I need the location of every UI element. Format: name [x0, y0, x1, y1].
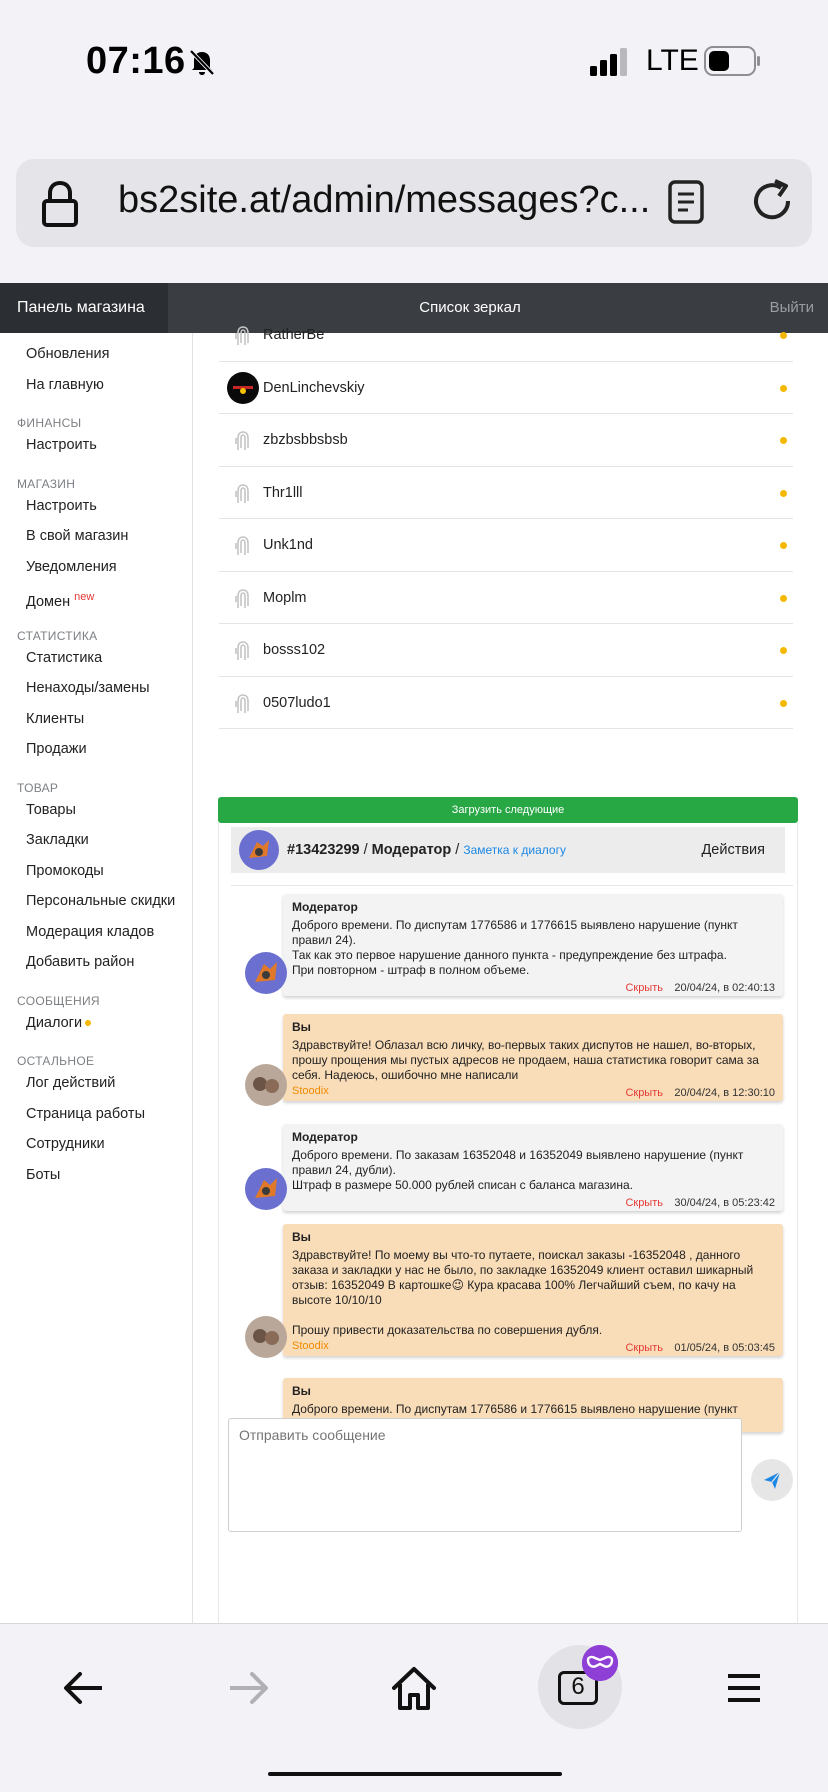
mirrors-link[interactable]: Список зеркал [419, 299, 521, 316]
moderator-avatar [239, 830, 279, 870]
user-avatar [245, 1316, 287, 1358]
tab-count: 6 [571, 1673, 585, 1700]
status-dot [780, 700, 787, 707]
user-row[interactable] [219, 467, 793, 520]
main-content [193, 327, 828, 1623]
sidebar-section-goods: ТОВАР [17, 780, 59, 795]
hamburger-icon[interactable] [716, 1660, 772, 1716]
user-row[interactable] [219, 572, 793, 625]
user-avatar [227, 372, 259, 404]
hide-link[interactable]: Скрыть [625, 982, 663, 994]
message-text: Здравствуйте! По моему вы что-то путаете, поискал заказы -16352048 , данного заказа и закладки у нас не было, по закладке 16352049 клиент оставил шикарный отзыв: 16352049 В картошке😉 Кура красава 100% Легчайший съем, по качу на высоте 10/10/10 Прошу привести доказательства по совершения дубля. [292, 1248, 754, 1337]
dialog-note-link[interactable]: Заметка к диалогу [463, 843, 566, 857]
sidebar-item-dialogs-label: Диалоги [26, 1014, 83, 1031]
signal-icon [590, 48, 630, 76]
unread-dot [85, 1020, 91, 1026]
sidebar-item-my-shop[interactable]: В свой магазин [26, 528, 129, 544]
user-name: Thr1lll [263, 484, 303, 501]
sidebar-item-sales[interactable]: Продажи [26, 741, 87, 757]
sidebar-item-finance-settings[interactable]: Настроить [26, 437, 97, 453]
message-text: Доброго времени. По диспутам 1776586 и 1776615 выявлено нарушение (пункт [292, 1402, 738, 1416]
sidebar-item-notifications[interactable]: Уведомления [26, 558, 117, 575]
message-you [283, 1224, 783, 1356]
logout-link[interactable]: Выйти [769, 299, 814, 316]
title-separator: / [451, 842, 464, 858]
message-text: Доброго времени. По диспутам 1776586 и 1776615 выявлено нарушение (пункт правил 24). Так как это первое нарушение данного пункта - предупреждение без штрафа. При повторном - штраф в полном объеме. [292, 918, 738, 977]
send-button[interactable] [751, 1459, 793, 1501]
sidebar-item-promocodes[interactable]: Промокоды [26, 862, 104, 879]
status-dot [780, 647, 787, 654]
message-text: Доброго времени. По заказам 16352048 и 16352049 выявлено нарушение (пункт правил 24, дубли). Штраф в размере 50.000 рублей списан с баланса магазина. [292, 1148, 744, 1192]
arrow-right-icon[interactable] [220, 1660, 276, 1716]
sidebar-item-domain-label: Домен [26, 593, 71, 610]
message-you [283, 1014, 783, 1101]
message-thread [231, 885, 793, 1416]
sidebar-item-domain[interactable] [26, 582, 192, 613]
message-author: Вы [292, 1020, 311, 1034]
arrow-left-icon[interactable] [56, 1660, 112, 1716]
user-row[interactable] [219, 309, 793, 362]
new-badge: new [74, 591, 95, 603]
bell-slash-icon [186, 46, 218, 78]
message-author: Вы [292, 1384, 311, 1398]
message-date: 30/04/24, в 05:23:42 [674, 1197, 775, 1209]
sidebar-item-staff[interactable]: Сотрудники [26, 1136, 105, 1152]
hide-link[interactable]: Скрыть [625, 1342, 663, 1354]
moderator-avatar [245, 952, 287, 994]
user-name: zbzbsbbsbsb [263, 432, 348, 448]
message-author: Модератор [292, 1130, 358, 1144]
sidebar-item-bots[interactable]: Боты [26, 1166, 61, 1183]
sidebar-item-bookmarks[interactable]: Закладки [26, 832, 89, 848]
user-name: 0507ludo1 [263, 694, 331, 711]
clock: 07:16 [86, 40, 186, 82]
message-moderator [283, 1124, 783, 1211]
fingerprint-icon [227, 687, 259, 719]
sidebar-item-moderation[interactable]: Модерация кладов [26, 923, 155, 940]
status-dot [780, 332, 787, 339]
status-dot [780, 542, 787, 549]
sidebar-item-work-page[interactable]: Страница работы [26, 1105, 145, 1122]
status-dot [780, 490, 787, 497]
load-more-button[interactable]: Загрузить следующие [218, 797, 798, 823]
sidebar-item-clients[interactable]: Клиенты [26, 710, 85, 727]
status-dot [780, 595, 787, 602]
sidebar-section-other: ОСТАЛЬНОЕ [17, 1054, 95, 1068]
home-icon[interactable] [386, 1660, 442, 1716]
user-name: Unk1nd [263, 537, 313, 553]
hide-link[interactable]: Скрыть [625, 1197, 663, 1209]
user-name: bosss102 [263, 642, 326, 658]
reload-icon[interactable] [748, 177, 796, 225]
message-text: Здравствуйте! Облазал всю личку, во-первых таких диспутов не нашел, во-вторых, прошу прощения мы пустых адресов не продаем, наша статистика говорит сама за себя. Надеюсь, ошибочно мне написали [292, 1038, 763, 1082]
fingerprint-icon [227, 477, 259, 509]
dialog-header [231, 827, 785, 873]
fingerprint-icon [227, 319, 259, 351]
sidebar-section-finance: ФИНАНСЫ [17, 416, 82, 430]
sidebar-item-action-log[interactable]: Лог действий [26, 1075, 116, 1091]
hide-link[interactable]: Скрыть [625, 1087, 663, 1099]
dialog-id: #13423299 [287, 842, 360, 858]
message-signature: Stoodix [292, 1340, 329, 1352]
user-row[interactable] [219, 519, 793, 572]
message-signature: Stoodix [292, 1085, 329, 1097]
sidebar-item-personal-discounts[interactable]: Персональные скидки [26, 893, 176, 909]
sidebar-item-replacements[interactable]: Ненаходы/замены [26, 680, 150, 696]
status-bar [0, 0, 828, 125]
dialog-role: Модератор [371, 842, 452, 858]
moderator-avatar [245, 1168, 287, 1210]
fingerprint-icon [227, 634, 259, 666]
sidebar-item-products[interactable]: Товары [26, 801, 76, 818]
sidebar-section-stats: СТАТИСТИКА [17, 628, 98, 643]
fingerprint-icon [227, 529, 259, 561]
fingerprint-icon [227, 582, 259, 614]
browser-toolbar [0, 1623, 828, 1792]
sidebar-item-statistics[interactable]: Статистика [26, 649, 103, 666]
sidebar-item-add-district[interactable]: Добавить район [26, 954, 135, 970]
sidebar-section-messages: СООБЩЕНИЯ [17, 993, 100, 1008]
brand-link[interactable]: Панель магазина [0, 283, 168, 333]
url-text[interactable]: bs2site.at/admin/messages?c... [118, 179, 651, 221]
message-date: 01/05/24, в 05:03:45 [674, 1342, 775, 1354]
user-row[interactable] [219, 362, 793, 415]
fingerprint-icon [227, 424, 259, 456]
status-dot [780, 385, 787, 392]
message-author: Модератор [292, 900, 358, 914]
message-moderator [283, 894, 783, 996]
web-page [0, 283, 828, 1623]
message-date: 20/04/24, в 12:30:10 [674, 1087, 775, 1099]
sidebar-item-updates[interactable]: Обновления [26, 346, 110, 362]
sidebar-item-home[interactable]: На главную [26, 376, 104, 393]
dialog-user-list [219, 309, 793, 729]
user-name: RatherBe [263, 327, 325, 343]
user-name: Moplm [263, 589, 307, 606]
dialog-title [287, 827, 566, 873]
user-row[interactable] [219, 414, 793, 467]
network-type: LTE [646, 44, 699, 77]
private-mask-icon [582, 1645, 618, 1681]
actions-button[interactable]: Действия [701, 842, 765, 858]
message-author: Вы [292, 1230, 311, 1244]
reader-icon[interactable] [666, 179, 706, 225]
user-name: DenLinchevskiy [263, 379, 365, 396]
browser-chrome [0, 125, 828, 283]
sidebar-item-shop-settings[interactable]: Настроить [26, 497, 97, 514]
user-row[interactable] [219, 677, 793, 730]
status-dot [780, 437, 787, 444]
sidebar [0, 333, 193, 1623]
battery-icon [704, 46, 762, 76]
user-row[interactable] [219, 624, 793, 677]
title-separator: / [359, 842, 372, 858]
paper-plane-icon [751, 1459, 793, 1501]
home-indicator [268, 1772, 562, 1776]
lock-icon [40, 179, 80, 227]
user-avatar [245, 1064, 287, 1106]
message-input[interactable] [228, 1418, 742, 1532]
sidebar-item-dialogs[interactable] [26, 1008, 192, 1039]
tabs-button[interactable] [538, 1645, 622, 1729]
message-date: 20/04/24, в 02:40:13 [674, 982, 775, 994]
sidebar-section-shop: МАГАЗИН [17, 476, 76, 491]
address-bar[interactable] [16, 159, 812, 247]
